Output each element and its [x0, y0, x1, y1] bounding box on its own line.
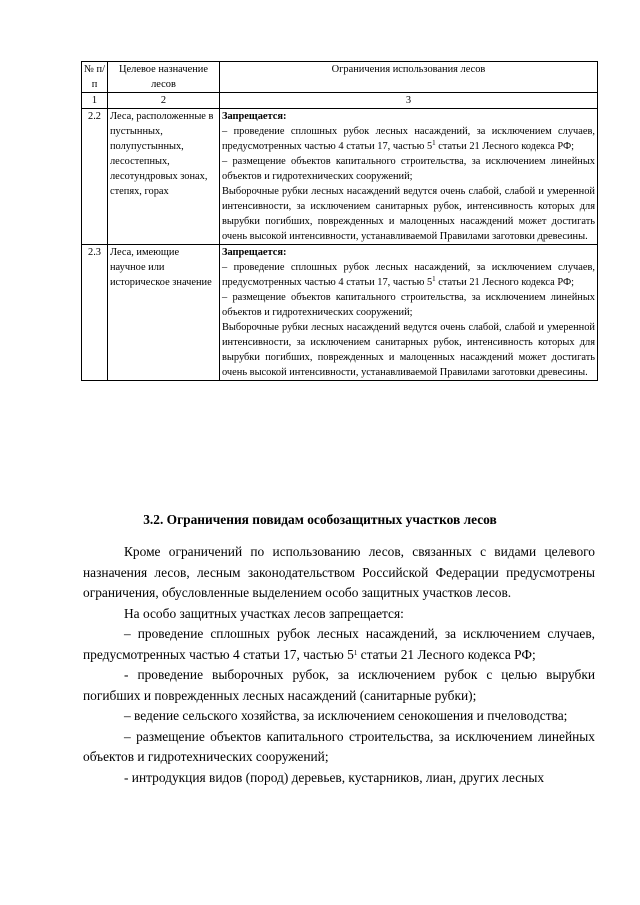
- row-restrictions: [220, 245, 598, 381]
- prohibited-lead: Запрещается:: [222, 247, 287, 258]
- row-purpose: Леса, имеющие научное или историческое значение: [108, 245, 220, 381]
- row-restrictions: [220, 109, 598, 245]
- table-header-row: [82, 62, 598, 93]
- prohibition-item: - интродукция видов (пород) деревьев, кустарников, лиан, других лесных: [124, 769, 545, 785]
- prohibition-item: – размещение объектов капитального строительства, за исключением линейных объектов и гидротехнических сооружений;: [83, 728, 595, 764]
- table-row: [82, 109, 598, 245]
- section-body: [83, 542, 595, 788]
- restriction-note: Выборочные рубки лесных насаждений ведутся очень слабой, слабой и умеренной интенсивности, за исключением санитарных рубок, интенсивность которых для вырубки погибших, поврежденных и малоценных насаждений может достигать очень высокой интенсивности, устанавливаемой Правилами заготовки древесины.: [222, 186, 595, 242]
- header-num: № п/п: [82, 62, 108, 93]
- prohibition-item: – ведение сельского хозяйства, за исключением сенокошения и пчеловодства;: [124, 708, 568, 723]
- restriction-item: – размещение объектов капитального строительства, за исключением линейных объектов и гидротехнических сооружений;: [222, 292, 595, 318]
- header-purpose: Целевое назначение лесов: [108, 62, 220, 93]
- row-num: 2.3: [82, 245, 108, 381]
- restriction-item: – размещение объектов капитального строительства, за исключением линейных объектов и гидротехнических сооружений;: [222, 156, 595, 182]
- forest-restrictions-table: [81, 61, 598, 381]
- restriction-item: – проведение сплошных рубок лесных насаждений, за исключением случаев, предусмотренных частью 4 статьи 17, частью $5^1$ статьи 21 Лесного кодекса РФ;: [222, 262, 595, 288]
- prohibited-lead: На особо защитных участках лесов запрещается:: [124, 605, 404, 621]
- prohibition-item: - проведение выборочных рубок, за исключением рубок с целью вырубки погибших и поврежденных лесных насаждений (санитарные рубки);: [83, 667, 595, 703]
- restriction-item: – проведение сплошных рубок лесных насаждений, за исключением случаев, предусмотренных частью 4 статьи 17, частью $5^1$ статьи 21 Лесного кодекса РФ;: [222, 126, 595, 152]
- intro-paragraph: Кроме ограничений по использованию лесов, связанных с видами целевого назначения лесов, лесным законодательством Российской Федерации предусмотрены ограничения, обусловленные выделением особо защитных участков лесов.: [83, 544, 595, 600]
- row-num: 2.2: [82, 109, 108, 245]
- column-number-row: [82, 93, 598, 109]
- column-number: 2: [108, 93, 220, 109]
- prohibition-item: – проведение сплошных рубок лесных насаждений, за исключением случаев, предусмотренных частью 4 статьи 17, частью $5^1$ статьи 21 Лесного кодекса РФ;: [83, 626, 595, 662]
- header-restrictions: Ограничения использования лесов: [220, 62, 598, 93]
- column-number: 3: [220, 93, 598, 109]
- prohibited-lead: Запрещается:: [222, 111, 287, 122]
- table-row: [82, 245, 598, 381]
- section-title: 3.2. Ограничения повидам особозащитных участков лесов: [143, 512, 497, 527]
- column-number: 1: [82, 93, 108, 109]
- row-purpose: Леса, расположенные в пустынных, полупустынных, лесостепных, лесотундровых зонах, степях, горах: [108, 109, 220, 245]
- restriction-note: Выборочные рубки лесных насаждений ведутся очень слабой, слабой и умеренной интенсивности, за исключением санитарных рубок, интенсивность которых для вырубки погибших, поврежденных и малоценных насаждений может достигать очень высокой интенсивности, устанавливаемой Правилами заготовки древесины.: [222, 322, 595, 378]
